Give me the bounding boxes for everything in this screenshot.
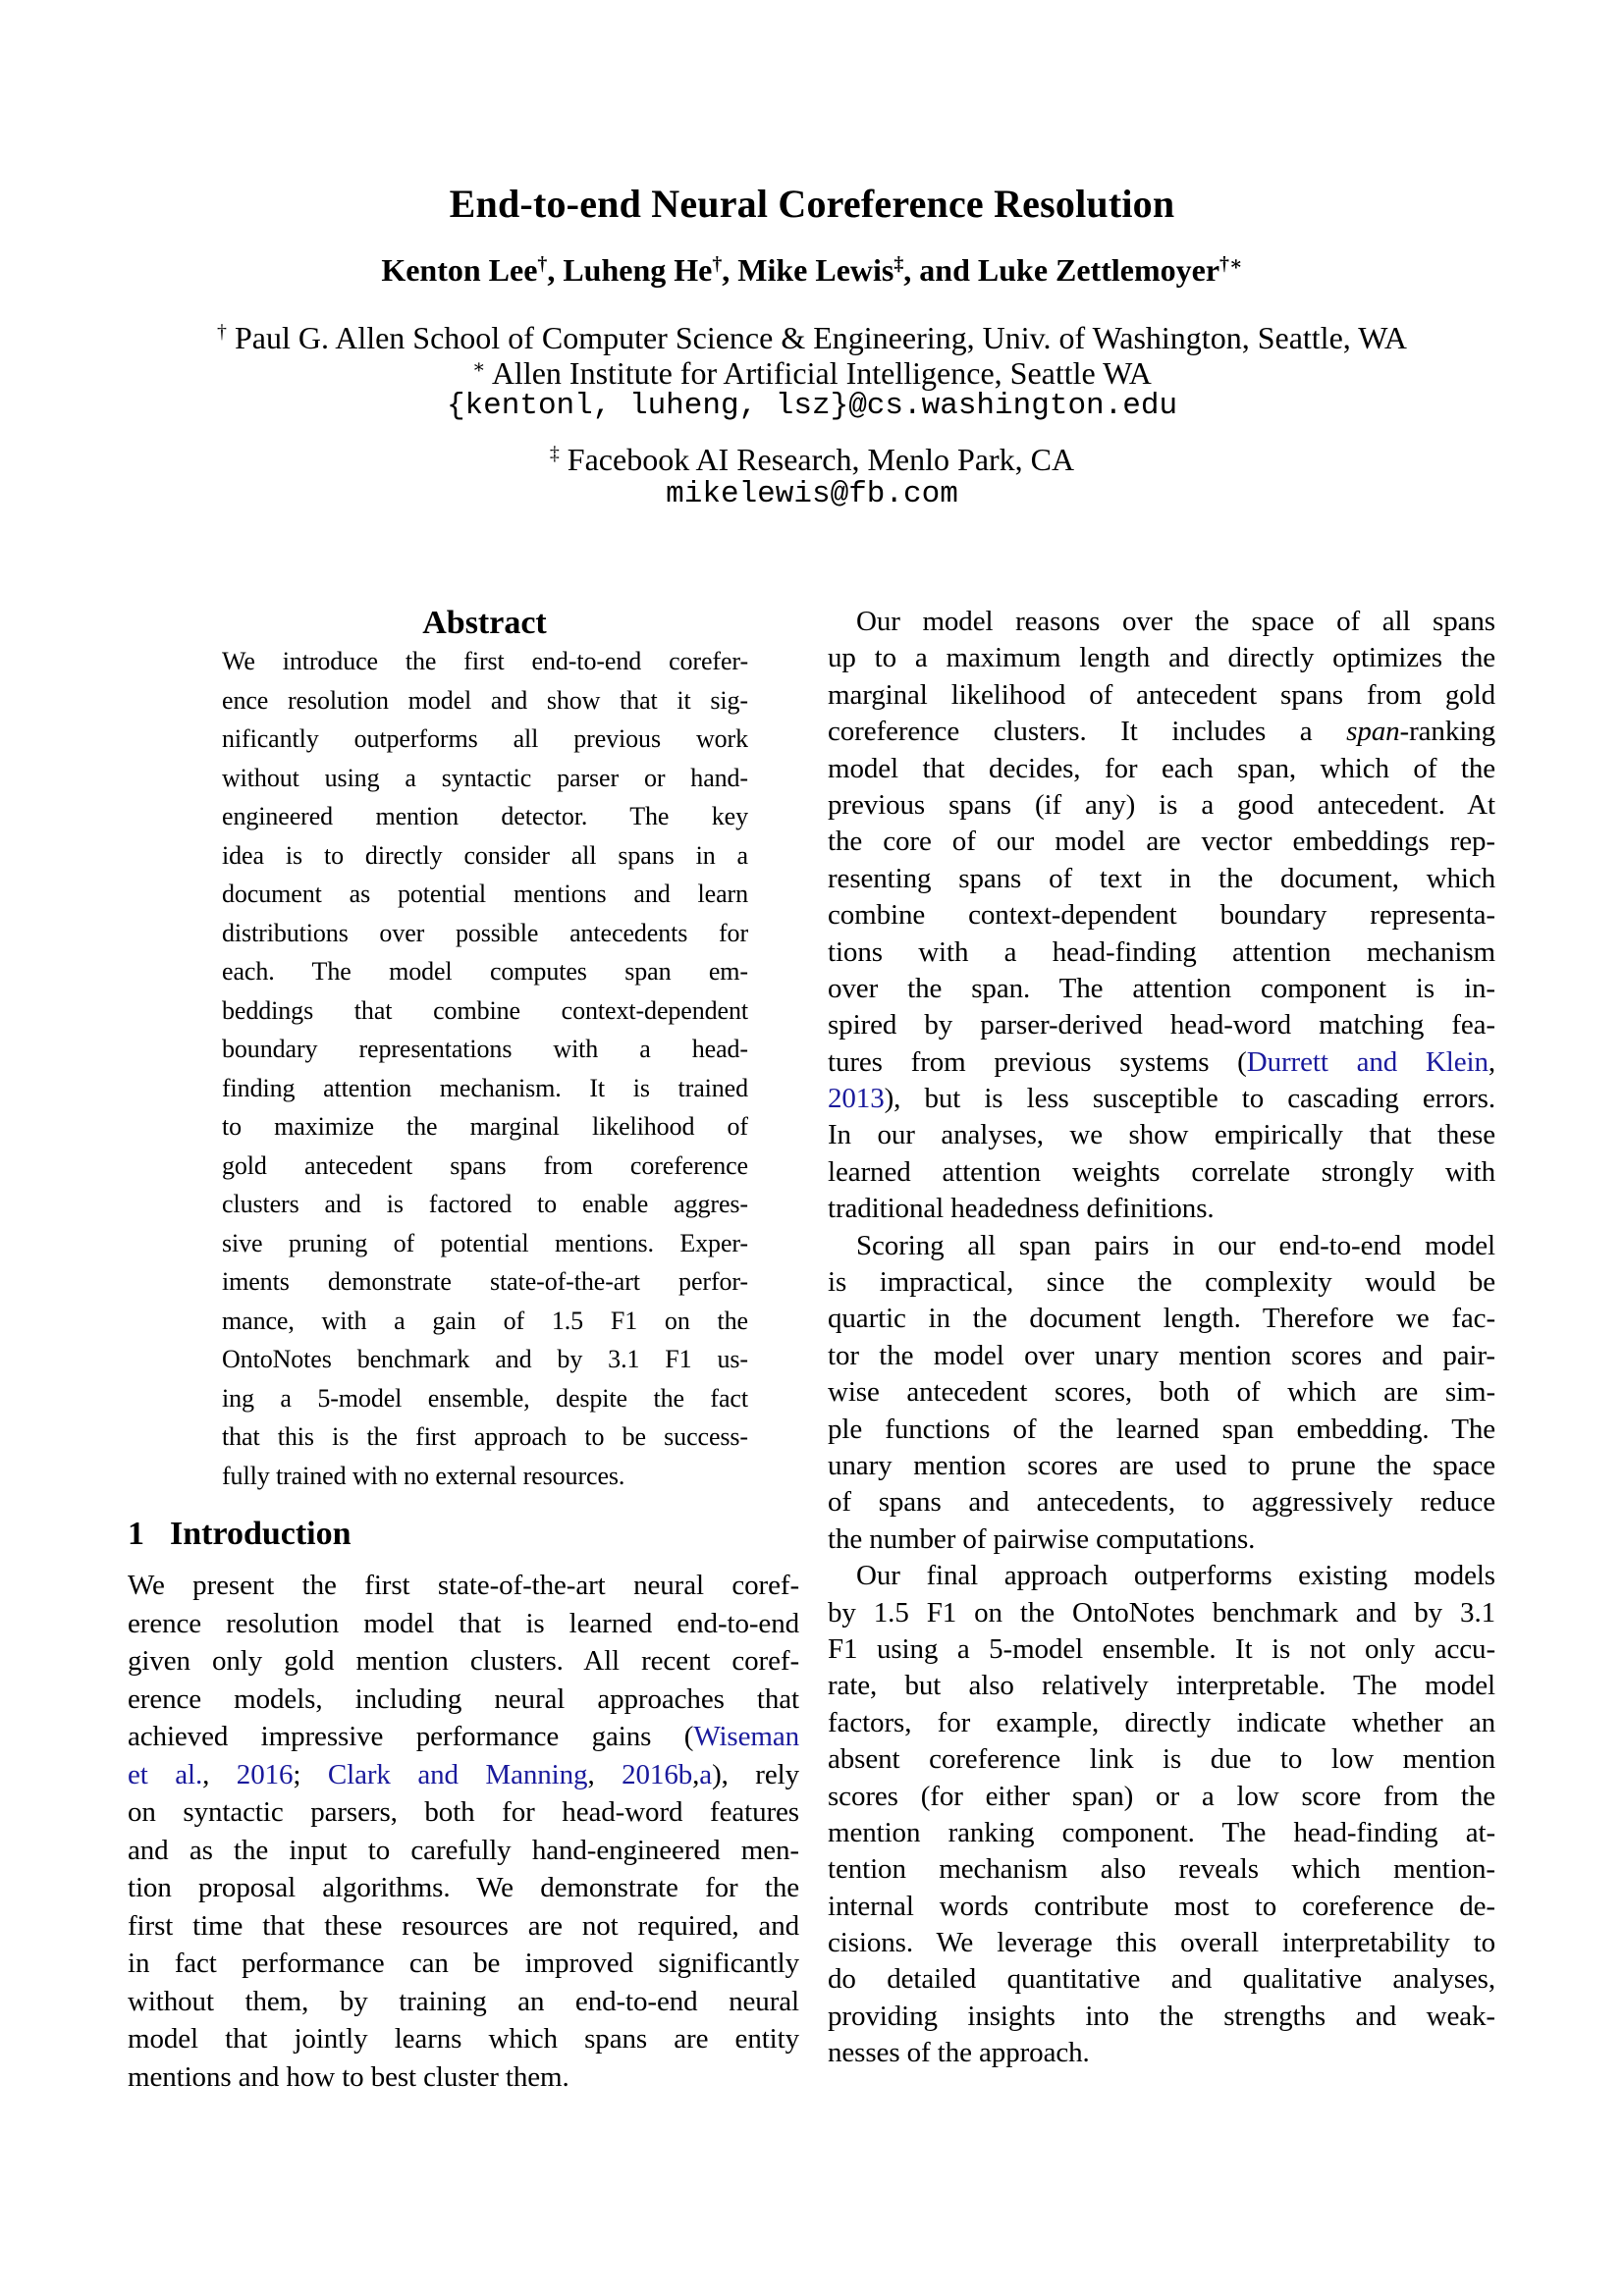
text-line bbox=[828, 1484, 1495, 1521]
text-line bbox=[828, 1779, 1495, 1815]
text-segment: distributions over possible antecedents for bbox=[222, 918, 748, 947]
affiliation-ai2 bbox=[0, 355, 1624, 392]
text-line bbox=[128, 1869, 799, 1907]
text-segment: without them, by training an end-to-end neural bbox=[128, 1985, 799, 2017]
text-line bbox=[222, 952, 748, 991]
text-segment: , and Luke Zettlemoyer bbox=[903, 251, 1220, 288]
citation-link[interactable]: 2016b bbox=[622, 1758, 693, 1790]
text-segment: factors, for example, directly indicate whether an bbox=[828, 1706, 1495, 1738]
text-line bbox=[128, 1642, 799, 1681]
text-segment: erence resolution model that is learned end-to-end bbox=[128, 1607, 799, 1639]
text-line bbox=[128, 1605, 799, 1643]
text-line bbox=[222, 797, 748, 836]
text-segment: without using a syntactic parser or hand- bbox=[222, 763, 748, 792]
text-segment: engineered mention detector. The key bbox=[222, 802, 748, 830]
citation-link[interactable]: et al. bbox=[128, 1758, 203, 1790]
text-segment: quartic in the document length. Therefore we fac- bbox=[828, 1303, 1495, 1335]
text-line bbox=[128, 1832, 799, 1870]
text-segment: that this is the first approach to be success- bbox=[222, 1422, 748, 1451]
text-segment: fully trained with no external resources. bbox=[222, 1461, 625, 1490]
text-line bbox=[828, 604, 1495, 640]
text-line bbox=[222, 991, 748, 1031]
text-segment: first time that these resources are not required, and bbox=[128, 1909, 799, 1942]
text-segment: over the span. The attention component is in- bbox=[828, 972, 1495, 1004]
text-segment: We present the first state-of-the-art neural coref- bbox=[128, 1570, 799, 1601]
text-segment: resenting spans of text in the document, which bbox=[828, 862, 1495, 894]
text-segment: and as the input to carefully hand-engineered men- bbox=[128, 1834, 799, 1866]
text-segment: , Luheng He bbox=[547, 251, 713, 288]
text-segment: previous spans (if any) is a good antecedent. At bbox=[828, 788, 1495, 821]
text-line bbox=[828, 861, 1495, 897]
text-line bbox=[828, 1301, 1495, 1337]
text-line bbox=[828, 677, 1495, 714]
right-column bbox=[828, 604, 1495, 2072]
superscript-marker: † bbox=[712, 253, 723, 275]
text-segment: to maximize the marginal likelihood of bbox=[222, 1112, 748, 1141]
text-segment: up to a maximum length and directly optimizes the bbox=[828, 642, 1495, 674]
text-segment: ence resolution model and show that it sig- bbox=[222, 685, 748, 715]
text-line bbox=[222, 1302, 748, 1341]
text-segment: the core of our model are vector embeddings rep- bbox=[828, 826, 1495, 858]
text-line bbox=[828, 1081, 1495, 1117]
text-segment: Our final approach outperforms existing models bbox=[856, 1560, 1495, 1592]
text-segment: internal words contribute most to coreference de- bbox=[828, 1890, 1495, 1922]
text-line bbox=[828, 897, 1495, 934]
text-line bbox=[222, 914, 748, 953]
text-line bbox=[828, 1815, 1495, 1851]
text-line bbox=[128, 1718, 799, 1756]
text-line bbox=[828, 1961, 1495, 1998]
email-facebook: mikelewis@fb.com bbox=[666, 477, 958, 511]
text-segment: span bbox=[1346, 716, 1400, 748]
abstract-heading: Abstract bbox=[422, 605, 547, 641]
text-line bbox=[222, 1262, 748, 1302]
text-segment: by 1.5 F1 on the OntoNotes benchmark and by 3.1 bbox=[828, 1596, 1495, 1629]
right-column-paragraph-2 bbox=[828, 1228, 1495, 1559]
citation-link[interactable]: 2016 bbox=[236, 1758, 294, 1790]
text-segment: model that decides, for each span, which of the bbox=[828, 752, 1495, 784]
text-line bbox=[222, 1224, 748, 1263]
text-segment: Scoring all span pairs in our end-to-end model bbox=[856, 1229, 1495, 1261]
text-segment: in fact performance can be improved significantly bbox=[128, 1948, 799, 1979]
text-segment: each. The model computes span em- bbox=[222, 957, 748, 986]
text-segment: ing a 5-model ensemble, despite the fact bbox=[222, 1383, 748, 1413]
text-line bbox=[828, 1595, 1495, 1631]
text-segment: Paul G. Allen School of Computer Science & Engineering, Univ. of Washington, Seattle, WA bbox=[226, 320, 1407, 355]
authors-line bbox=[0, 251, 1624, 289]
text-segment: mention ranking component. The head-finding at- bbox=[828, 1816, 1495, 1848]
text-line bbox=[828, 640, 1495, 676]
text-line bbox=[222, 1340, 748, 1379]
text-segment: tion proposal algorithms. We demonstrate for the bbox=[128, 1872, 799, 1903]
text-segment: ), rely bbox=[712, 1758, 799, 1790]
text-segment: given only gold mention clusters. All recent coref- bbox=[128, 1645, 799, 1677]
text-segment: model that jointly learns which spans are entity bbox=[128, 2023, 799, 2055]
text-segment: Kenton Lee bbox=[381, 251, 538, 288]
citation-link[interactable]: 2013 bbox=[828, 1083, 885, 1115]
text-line bbox=[828, 824, 1495, 860]
text-line bbox=[222, 1379, 748, 1418]
text-segment: clusters and is factored to enable aggres- bbox=[222, 1190, 748, 1218]
text-line bbox=[128, 1907, 799, 1946]
text-segment: unary mention scores are used to prune the space bbox=[828, 1449, 1495, 1481]
text-line bbox=[222, 759, 748, 798]
text-line bbox=[828, 1705, 1495, 1741]
text-line bbox=[222, 1030, 748, 1069]
text-line bbox=[128, 1681, 799, 1719]
text-segment: tions with a head-finding attention mechanism bbox=[828, 935, 1495, 968]
citation-link[interactable]: a bbox=[699, 1758, 713, 1790]
text-segment: , bbox=[1488, 1045, 1495, 1078]
text-line bbox=[128, 1983, 799, 2021]
text-line bbox=[828, 714, 1495, 750]
text-segment: tor the model over unary mention scores and pair- bbox=[828, 1339, 1495, 1371]
text-segment: idea is to directly consider all spans in a bbox=[222, 840, 748, 870]
introduction-text bbox=[128, 1567, 799, 2096]
text-line bbox=[828, 1999, 1495, 2035]
text-segment: do detailed quantitative and qualitative analyses, bbox=[828, 1963, 1495, 1996]
text-line bbox=[828, 1117, 1495, 1153]
text-segment: tention mechanism also reveals which mention- bbox=[828, 1853, 1495, 1886]
text-line bbox=[222, 1147, 748, 1186]
text-line bbox=[828, 1154, 1495, 1191]
text-segment: document as potential mentions and learn bbox=[222, 880, 748, 908]
text-segment: scores (for either span) or a low score from the bbox=[828, 1780, 1495, 1812]
text-segment: iments demonstrate state-of-the-art perfor- bbox=[222, 1267, 748, 1296]
text-segment: on syntactic parsers, both for head-word features bbox=[128, 1796, 799, 1828]
text-line bbox=[828, 1851, 1495, 1888]
text-line bbox=[222, 1069, 748, 1108]
text-line bbox=[828, 1264, 1495, 1301]
text-line bbox=[222, 875, 748, 914]
text-segment: absent coreference link is due to low mention bbox=[828, 1743, 1495, 1776]
text-segment: nificantly outperforms all previous work bbox=[222, 724, 748, 753]
text-line bbox=[222, 1457, 748, 1496]
text-segment: nesses of the approach. bbox=[828, 2037, 1090, 2069]
text-segment: marginal likelihood of antecedent spans from gold bbox=[828, 678, 1495, 711]
affiliation-uw bbox=[0, 320, 1624, 356]
paper-title: End-to-end Neural Coreference Resolution bbox=[449, 182, 1175, 226]
text-segment: sive pruning of potential mentions. Exper- bbox=[222, 1228, 748, 1257]
text-segment: ple functions of the learned span embedding. The bbox=[828, 1413, 1495, 1445]
citation-link[interactable]: Wiseman bbox=[693, 1721, 799, 1752]
text-line bbox=[828, 1448, 1495, 1484]
text-segment: Our model reasons over the space of all spans bbox=[856, 606, 1495, 637]
text-line bbox=[128, 1756, 799, 1794]
text-line bbox=[828, 2035, 1495, 2071]
text-segment: combine context-dependent boundary representa- bbox=[828, 899, 1495, 932]
text-segment: cisions. We leverage this overall interpretability to bbox=[828, 1927, 1495, 1959]
text-segment: the number of pairwise computations. bbox=[828, 1522, 1256, 1555]
text-segment: erence models, including neural approaches that bbox=[128, 1682, 799, 1715]
text-line bbox=[128, 1793, 799, 1832]
text-segment: tures from previous systems ( bbox=[828, 1045, 1247, 1078]
right-column-paragraph-3 bbox=[828, 1558, 1495, 2071]
text-segment: In our analyses, we show empirically that these bbox=[828, 1119, 1495, 1151]
text-line bbox=[828, 1925, 1495, 1961]
text-segment: We introduce the first end-to-end corefer- bbox=[222, 647, 748, 675]
text-segment: spired by parser-derived head-word matching fea- bbox=[828, 1009, 1495, 1041]
abstract-text bbox=[222, 642, 748, 1495]
text-line bbox=[828, 1191, 1495, 1227]
citation-link[interactable]: Durrett and Klein bbox=[1246, 1045, 1489, 1078]
text-segment: , bbox=[202, 1758, 237, 1790]
text-segment: learned attention weights correlate strongly with bbox=[828, 1155, 1495, 1188]
text-segment: , bbox=[692, 1758, 700, 1790]
text-line bbox=[828, 1338, 1495, 1374]
text-segment: -ranking bbox=[1399, 716, 1495, 748]
text-line bbox=[828, 787, 1495, 824]
text-segment: rate, but also relatively interpretable. The model bbox=[828, 1670, 1495, 1702]
superscript-marker: ∗ bbox=[472, 356, 486, 379]
superscript-marker: ‡ bbox=[549, 443, 560, 465]
text-line bbox=[222, 642, 748, 681]
text-segment: achieved impressive performance gains ( bbox=[128, 1721, 694, 1752]
text-line bbox=[128, 2020, 799, 2058]
superscript-marker: ‡ bbox=[893, 253, 904, 275]
text-segment: OntoNotes benchmark and by 3.1 F1 us- bbox=[222, 1345, 748, 1373]
text-line bbox=[828, 1044, 1495, 1081]
text-line bbox=[828, 1558, 1495, 1594]
superscript-marker: † bbox=[217, 321, 227, 344]
superscript-marker: †∗ bbox=[1219, 253, 1243, 275]
section-number: 1 bbox=[128, 1516, 144, 1552]
text-line bbox=[222, 1107, 748, 1147]
text-line bbox=[828, 1889, 1495, 1925]
text-line bbox=[828, 1228, 1495, 1264]
affiliation-facebook bbox=[0, 442, 1624, 478]
text-segment: finding attention mechanism. It is trained bbox=[222, 1073, 748, 1102]
right-column-paragraph-1 bbox=[828, 604, 1495, 1228]
text-segment: , Mike Lewis bbox=[722, 251, 894, 288]
text-segment: coreference clusters. It includes a bbox=[828, 716, 1347, 748]
text-segment: Allen Institute for Artificial Intelligence, Seattle WA bbox=[485, 355, 1152, 391]
text-segment: ; bbox=[293, 1758, 328, 1790]
text-line bbox=[128, 2058, 799, 2097]
section-heading-introduction bbox=[128, 1516, 352, 1553]
text-line bbox=[222, 836, 748, 876]
text-segment: beddings that combine context-dependent bbox=[222, 995, 748, 1025]
text-line bbox=[828, 1522, 1495, 1558]
text-segment: boundary representations with a head- bbox=[222, 1035, 748, 1063]
text-line bbox=[828, 1007, 1495, 1043]
text-line bbox=[828, 1631, 1495, 1668]
text-segment: wise antecedent scores, both of which are sim- bbox=[828, 1376, 1495, 1409]
text-line bbox=[222, 1185, 748, 1224]
text-segment: is impractical, since the complexity would be bbox=[828, 1266, 1495, 1299]
text-line bbox=[222, 720, 748, 759]
text-line bbox=[128, 1945, 799, 1983]
text-line bbox=[222, 681, 748, 721]
text-line bbox=[828, 751, 1495, 787]
text-line bbox=[828, 1668, 1495, 1704]
text-segment: , bbox=[587, 1758, 623, 1790]
text-segment: of spans and antecedents, to aggressively reduce bbox=[828, 1486, 1495, 1519]
text-segment: mance, with a gain of 1.5 F1 on the bbox=[222, 1306, 748, 1335]
text-segment: F1 using a 5-model ensemble. It is not only accu- bbox=[828, 1632, 1495, 1665]
text-segment: providing insights into the strengths and weak- bbox=[828, 2000, 1495, 2032]
text-segment: ), but is less susceptible to cascading errors. bbox=[884, 1083, 1495, 1115]
superscript-marker: † bbox=[537, 253, 548, 275]
text-segment: traditional headedness definitions. bbox=[828, 1193, 1215, 1225]
text-segment: Facebook AI Research, Menlo Park, CA bbox=[559, 442, 1075, 477]
text-line bbox=[828, 934, 1495, 971]
email-uw-group: {kentonl, luheng, lsz}@cs.washington.edu bbox=[446, 389, 1178, 423]
citation-link[interactable]: Clark and Manning bbox=[327, 1758, 588, 1790]
text-line bbox=[222, 1417, 748, 1457]
text-line bbox=[828, 971, 1495, 1007]
text-line bbox=[128, 1567, 799, 1605]
text-segment: gold antecedent spans from coreference bbox=[222, 1150, 748, 1180]
text-line bbox=[828, 1412, 1495, 1448]
text-segment: mentions and how to best cluster them. bbox=[128, 2060, 569, 2093]
text-line bbox=[828, 1741, 1495, 1778]
text-line bbox=[828, 1374, 1495, 1411]
section-title: Introduction bbox=[170, 1516, 352, 1552]
